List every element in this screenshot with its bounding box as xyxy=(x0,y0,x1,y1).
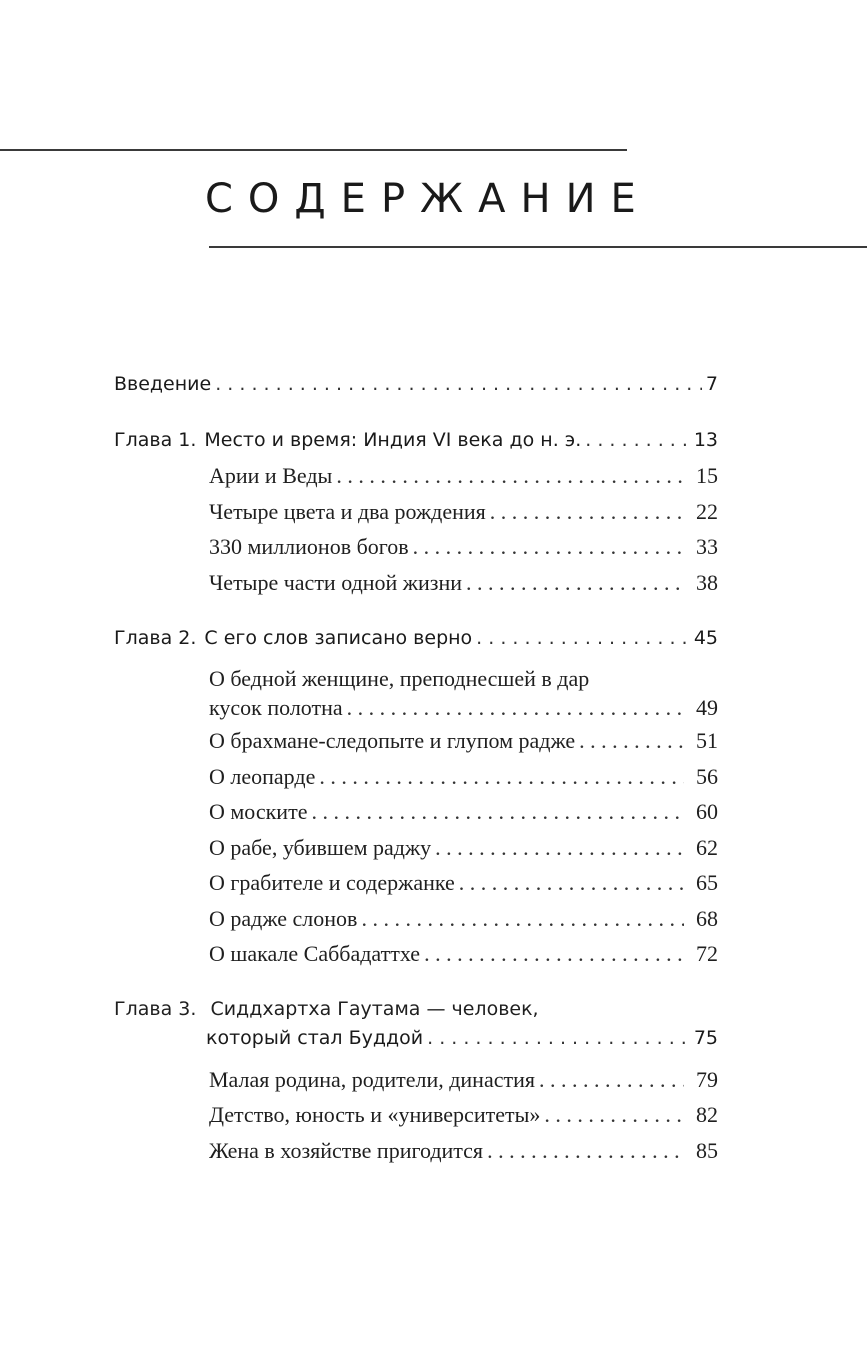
section-page: 22 xyxy=(696,498,718,524)
toc-entry-chapter-3[interactable] xyxy=(114,994,718,1024)
dot-leader xyxy=(490,494,684,530)
toc-section[interactable] xyxy=(209,1062,718,1098)
toc-entry-intro[interactable] xyxy=(114,364,718,404)
chapter-2-sections xyxy=(114,664,718,972)
section-page: 15 xyxy=(696,463,718,488)
top-rule xyxy=(0,149,627,151)
page-title: СОДЕРЖАНИЕ xyxy=(205,176,651,222)
toc-section[interactable] xyxy=(209,865,718,901)
dot-leader xyxy=(319,759,684,795)
toc-section[interactable] xyxy=(209,1133,718,1169)
toc-section[interactable] xyxy=(209,494,718,530)
chapter-1-label: Глава 1. xyxy=(114,429,197,451)
section-page: 33 xyxy=(696,534,718,559)
toc-section[interactable] xyxy=(209,529,718,565)
chapter-2-label: Глава 2. xyxy=(114,627,197,649)
chapter-3-title-line-1: Сиддхартха Гаутама — человек, xyxy=(210,997,539,1020)
section-title: О леопарде xyxy=(209,763,316,789)
chapter-3-block xyxy=(114,994,718,1169)
dot-leader xyxy=(539,1062,684,1098)
dot-leader xyxy=(413,529,684,565)
section-title: О грабителе и содержанке xyxy=(209,870,455,895)
chapter-1-page: 13 xyxy=(693,429,718,451)
toc-entry-chapter-2[interactable] xyxy=(114,620,718,656)
chapter-1-title: Место и время: Индия VI века до н. э. xyxy=(204,429,582,451)
chapter-3-sections xyxy=(114,1062,718,1169)
dot-leader xyxy=(579,723,684,759)
section-page: 68 xyxy=(696,905,718,931)
toc-section[interactable] xyxy=(209,565,718,601)
section-title: О моските xyxy=(209,799,308,824)
section-title: Четыре части одной жизни xyxy=(209,569,463,595)
chapter-3-title-line-2: который стал Буддой xyxy=(206,1026,424,1049)
chapter-2-block xyxy=(114,620,718,972)
chapter-2-page: 45 xyxy=(693,627,718,649)
dot-leader xyxy=(466,565,684,601)
section-page: 62 xyxy=(696,834,718,860)
toc-section[interactable] xyxy=(209,794,718,830)
section-title: 330 миллионов богов xyxy=(209,534,409,559)
dot-leader xyxy=(459,865,684,901)
section-title-line-1: О бедной женщине, преподнесшей в дар xyxy=(209,666,590,691)
section-page: 79 xyxy=(696,1066,718,1092)
dot-leader xyxy=(215,364,702,404)
dot-leader xyxy=(435,830,684,866)
dot-leader xyxy=(311,794,684,830)
dot-leader xyxy=(427,1024,690,1052)
section-page: 51 xyxy=(696,728,718,753)
chapter-1-block xyxy=(114,422,718,600)
section-page: 38 xyxy=(696,569,718,595)
toc-section[interactable] xyxy=(209,936,718,972)
section-title: Малая родина, родители, династия xyxy=(209,1066,535,1092)
dot-leader xyxy=(585,422,690,458)
toc-section[interactable] xyxy=(209,901,718,937)
intro-label: Введение xyxy=(114,373,212,395)
toc-entry-chapter-1[interactable] xyxy=(114,422,718,458)
section-page: 60 xyxy=(696,799,718,824)
dot-leader xyxy=(361,901,684,937)
dot-leader xyxy=(336,458,684,494)
section-page: 82 xyxy=(696,1102,718,1127)
dot-leader xyxy=(476,620,690,656)
toc-section[interactable] xyxy=(209,458,718,494)
section-title: О шакале Саббадаттхе xyxy=(209,941,421,966)
intro-page: 7 xyxy=(705,373,718,395)
dot-leader xyxy=(424,936,684,972)
section-title: О брахмане-следопыте и глупом радже xyxy=(209,728,576,753)
bottom-rule xyxy=(209,246,867,248)
section-title: Жена в хозяйстве пригодится xyxy=(209,1137,484,1163)
section-title: О радже слонов xyxy=(209,905,358,931)
chapter-3-page: 75 xyxy=(693,1026,718,1049)
section-title: Детство, юность и «университеты» xyxy=(209,1102,541,1127)
section-page: 49 xyxy=(696,695,718,720)
section-title: О рабе, убившем раджу xyxy=(209,834,432,860)
toc-section[interactable] xyxy=(209,1097,718,1133)
section-page: 85 xyxy=(696,1137,718,1163)
section-title-line-2: кусок полотна xyxy=(209,695,343,720)
toc-section-multiline[interactable] xyxy=(209,664,718,723)
section-title-line-2-row xyxy=(209,693,718,723)
toc-section[interactable] xyxy=(209,830,718,866)
table-of-contents xyxy=(114,364,718,1168)
section-title: Четыре цвета и два рождения xyxy=(209,498,486,524)
chapter-1-sections xyxy=(114,458,718,600)
chapter-3-label: Глава 3. xyxy=(114,997,197,1020)
dot-leader xyxy=(347,693,684,723)
section-page: 72 xyxy=(696,941,718,966)
toc-section[interactable] xyxy=(209,723,718,759)
section-page: 56 xyxy=(696,763,718,789)
toc-section[interactable] xyxy=(209,759,718,795)
dot-leader xyxy=(544,1097,684,1133)
section-title: Арии и Веды xyxy=(209,463,333,488)
dot-leader xyxy=(487,1133,684,1169)
chapter-2-title: С его слов записано верно xyxy=(204,627,473,649)
chapter-3-title-line-2-row[interactable] xyxy=(114,1024,718,1052)
section-page: 65 xyxy=(696,870,718,895)
